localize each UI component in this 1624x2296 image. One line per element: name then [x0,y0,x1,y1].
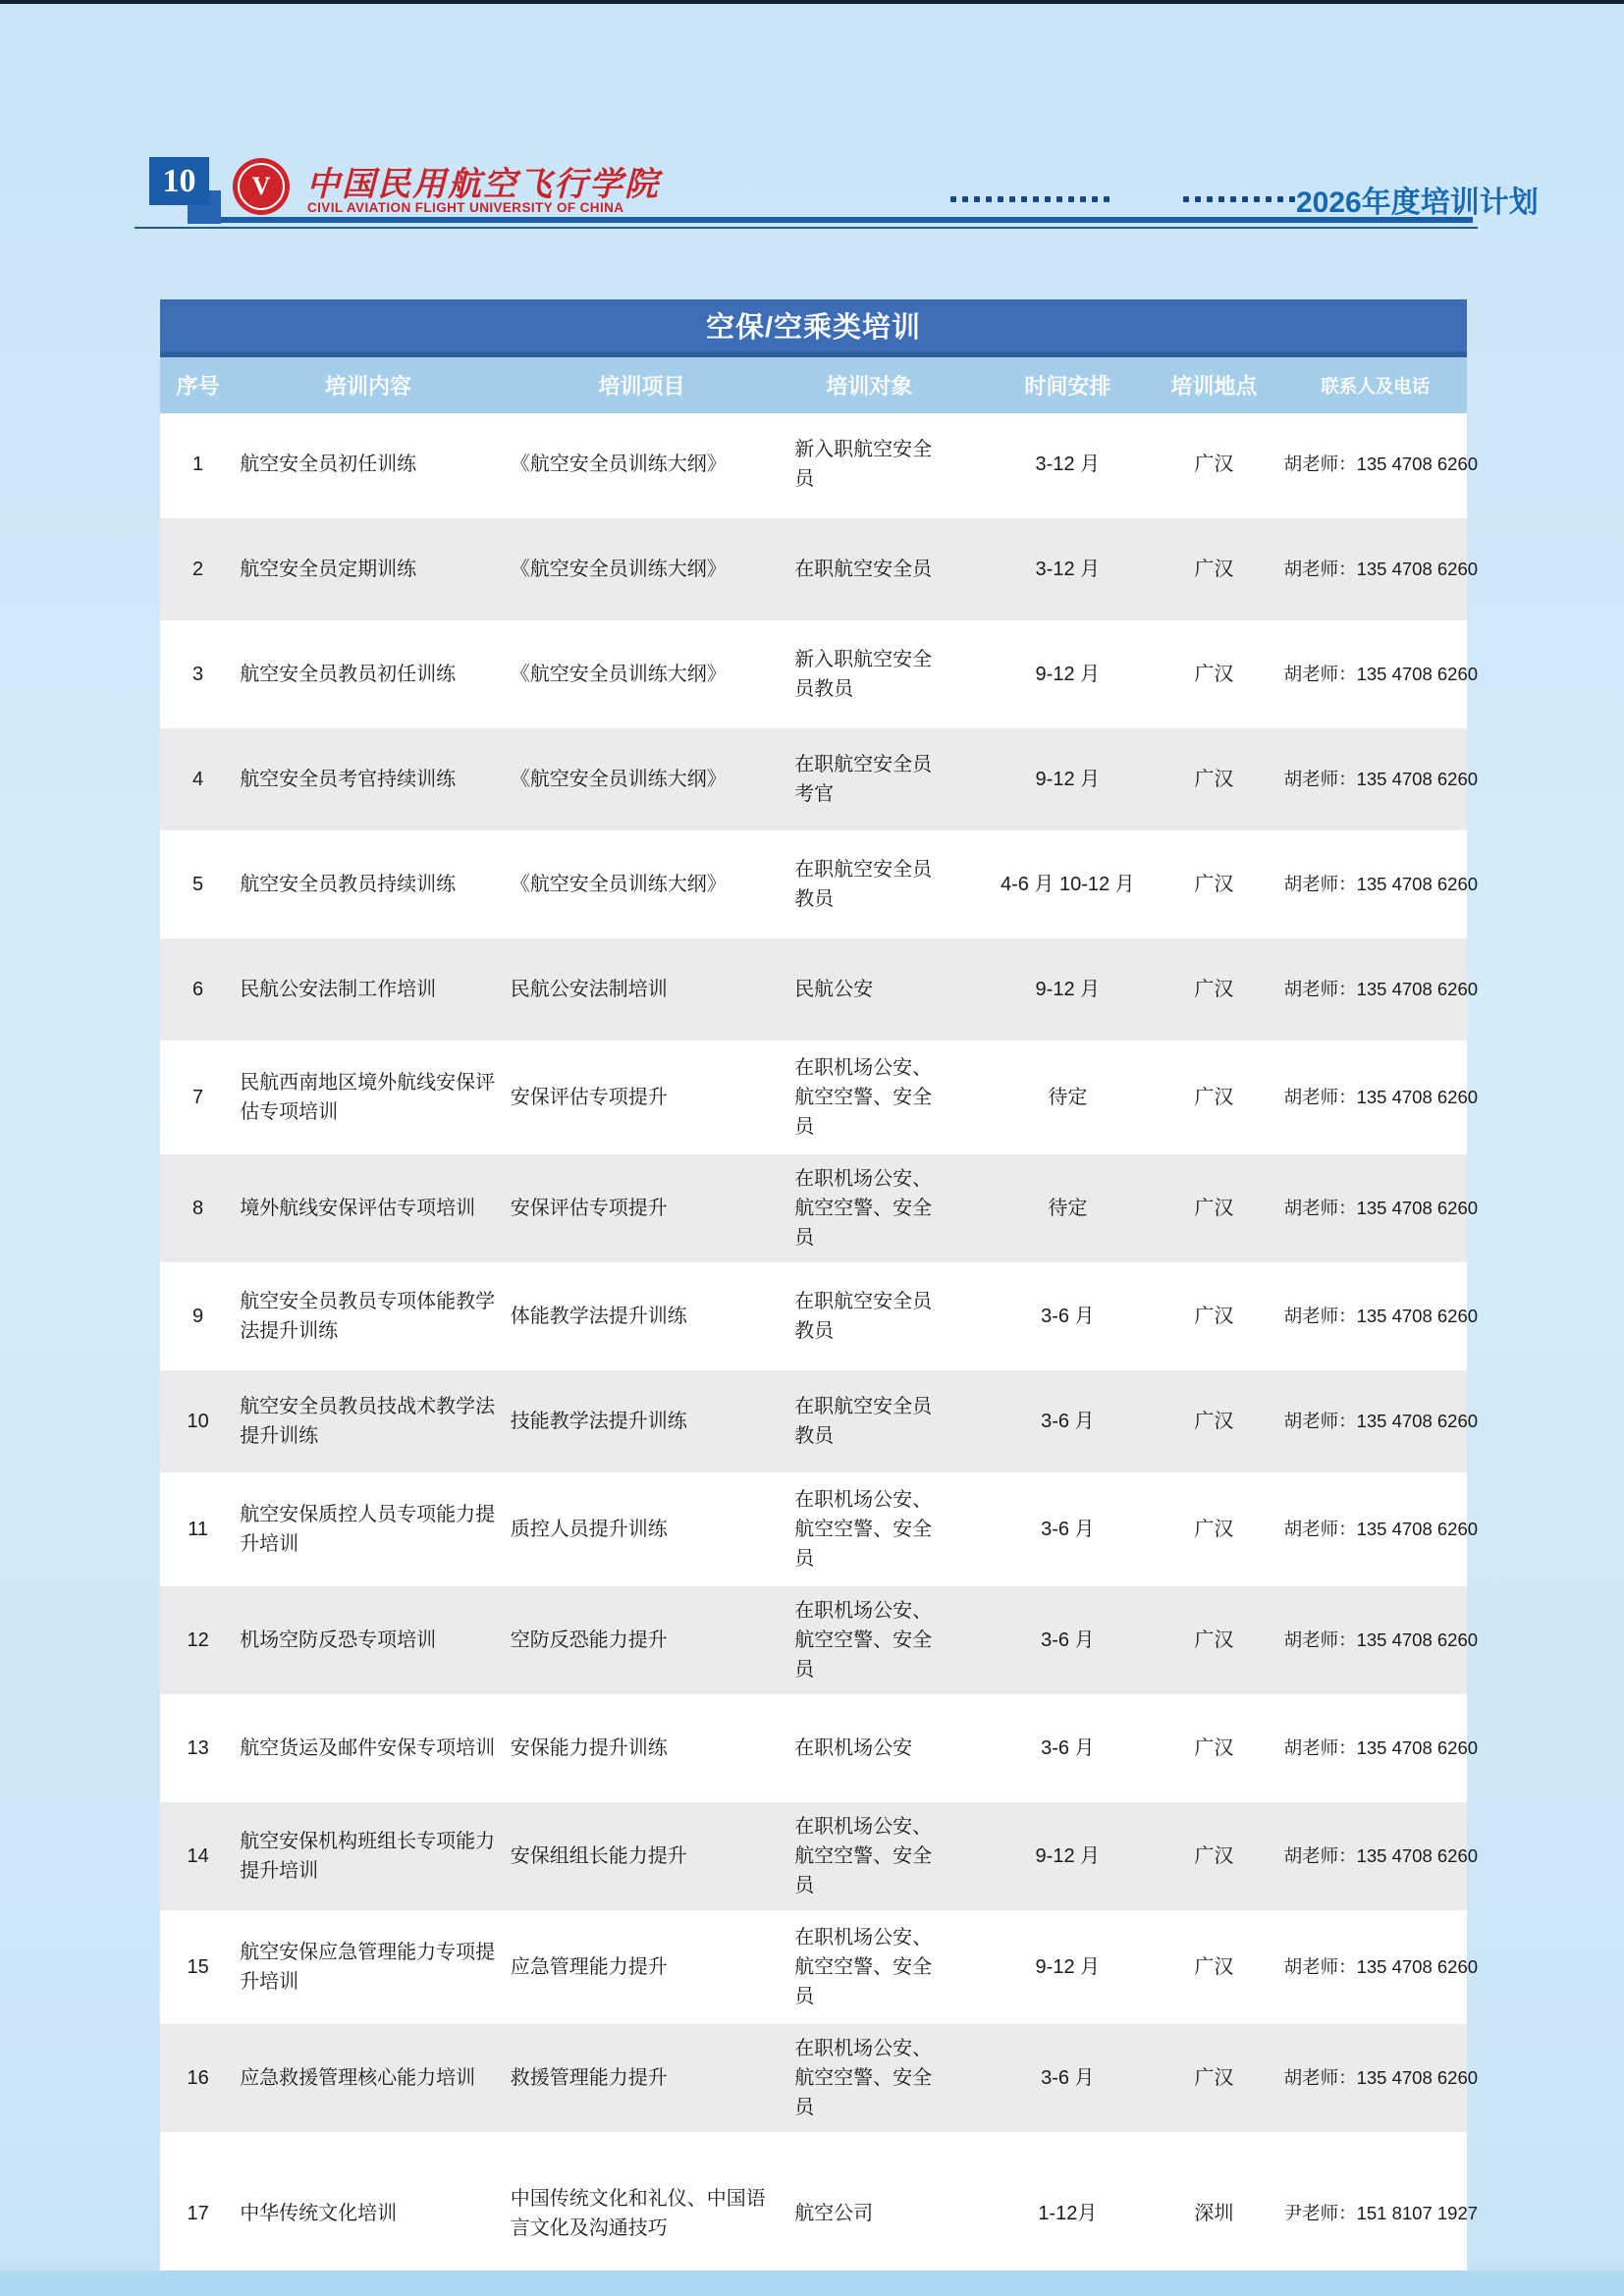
cell-project: 安保组组长能力提升 [510,1845,687,1867]
cell-location: 广汉 [1194,769,1234,790]
cell-project: 中国传统文化和礼仪、中国语言文化及沟通技巧 [510,2188,766,2239]
cell-contact: 胡老师：135 4708 6260 [1283,1519,1479,1539]
table-body [160,413,1479,2292]
table-row [160,833,1479,935]
cell-content: 航空安全员教员专项体能教学法提升训练 [240,1291,496,1342]
cell-contact: 胡老师：135 4708 6260 [1283,454,1479,474]
cell-project: 《航空安全员训练大纲》 [510,664,727,685]
cell-target: 在职航空安全员教员 [794,1396,933,1447]
cell-location: 广汉 [1194,1519,1234,1540]
cell-location: 广汉 [1194,1087,1234,1108]
cell-contact: 胡老师：135 4708 6260 [1283,1956,1479,1977]
cell-contact: 胡老师：135 4708 6260 [1283,1629,1479,1650]
table-row [160,1265,1479,1367]
cell-serial: 6 [192,979,204,1000]
cell-project: 民航公安法制培训 [510,979,668,1000]
cell-content: 航空安全员考官持续训练 [240,769,457,790]
cell-schedule: 3-6 月 [1041,1629,1095,1651]
table-row [160,2021,1479,2135]
column-header-contact: 联系人及电话 [1321,375,1431,397]
cell-target: 新入职航空安全员教员 [794,649,933,700]
table-row [160,1367,1479,1475]
cell-content: 中华传统文化培训 [240,2203,398,2224]
cell-project: 《航空安全员训练大纲》 [510,454,727,475]
cell-serial: 9 [192,1306,204,1327]
cell-project: 空防反恐能力提升 [510,1629,668,1651]
cell-target: 在职机场公安、航空空警、安全员 [794,1057,933,1138]
cell-location: 广汉 [1194,1845,1234,1867]
cell-schedule: 3-6 月 [1041,2067,1095,2089]
table-row [160,725,1479,833]
cell-contact: 尹老师：151 8107 1927 [1283,2203,1479,2223]
cell-contact: 胡老师：135 4708 6260 [1283,979,1479,999]
cell-serial: 16 [187,2067,209,2089]
header-rule-thin [135,227,1478,229]
cell-schedule: 待定 [1048,1087,1088,1108]
cell-schedule: 9-12 月 [1035,769,1101,790]
cell-contact: 胡老师：135 4708 6260 [1283,1306,1479,1326]
cell-project: 救援管理能力提升 [510,2067,668,2089]
table-row [160,1697,1479,1799]
cell-content: 航空安保质控人员专项能力提升培训 [240,1504,496,1555]
cell-target: 在职航空安全员 [794,559,933,580]
cell-serial: 15 [187,1956,209,1978]
cell-target: 民航公安 [794,979,874,1000]
training-table [160,299,1479,2292]
header-rule-thick [209,217,1473,223]
cell-serial: 2 [192,559,204,580]
cell-content: 航空安保应急管理能力专项提升培训 [240,1942,496,1993]
cell-target: 在职机场公安、航空空警、安全员 [794,1168,933,1249]
annual-plan-title: 2026年度培训计划 [1296,187,1539,219]
cell-serial: 10 [187,1411,209,1432]
cell-target: 在职机场公安、航空空警、安全员 [794,1489,933,1570]
column-header-serial: 序号 [176,374,220,399]
cell-serial: 1 [192,454,204,475]
cell-target: 航空公司 [794,2203,874,2224]
cell-schedule: 3-12 月 [1035,454,1101,475]
cell-project: 《航空安全员训练大纲》 [510,769,727,790]
top-edge-strip [0,0,1624,4]
cell-serial: 13 [187,1737,209,1759]
cell-location: 广汉 [1194,454,1234,475]
cell-content: 机场空防反恐专项培训 [240,1629,437,1651]
cell-schedule: 3-6 月 [1041,1737,1095,1759]
table-row [160,1043,1479,1151]
cell-location: 广汉 [1194,979,1234,1000]
cell-serial: 8 [192,1198,204,1219]
table-row [160,515,1479,623]
cell-serial: 17 [187,2203,209,2224]
cell-location: 广汉 [1194,664,1234,685]
cell-project: 安保能力提升训练 [510,1737,668,1759]
cell-content: 航空安全员教员持续训练 [240,874,457,895]
cell-target: 在职机场公安 [794,1737,913,1759]
cell-contact: 胡老师：135 4708 6260 [1283,1198,1479,1218]
cell-project: 体能教学法提升训练 [510,1306,687,1327]
cell-location: 广汉 [1194,1956,1234,1978]
cell-contact: 胡老师：135 4708 6260 [1283,1411,1479,1431]
cell-serial: 11 [188,1519,208,1540]
cell-content: 境外航线安保评估专项培训 [240,1198,476,1219]
cell-contact: 胡老师：135 4708 6260 [1283,664,1479,684]
cell-serial: 5 [192,874,204,895]
cell-serial: 3 [192,664,204,685]
table-row [160,1475,1479,1583]
column-header-target: 培训对象 [826,374,913,399]
cell-project: 《航空安全员训练大纲》 [510,874,727,895]
dots-separator-icon [950,195,1115,203]
cell-target: 在职机场公安、航空空警、安全员 [794,2038,933,2118]
cell-schedule: 9-12 月 [1035,979,1101,1000]
cell-serial: 14 [187,1845,209,1867]
cell-project: 《航空安全员训练大纲》 [510,559,727,580]
table-row [160,1913,1479,2021]
cell-serial: 7 [192,1087,204,1108]
cell-content: 航空安全员教员技战术教学法提升训练 [240,1396,496,1447]
table-row [160,1151,1479,1265]
cell-contact: 胡老师：135 4708 6260 [1283,1737,1479,1758]
cell-target: 在职机场公安、航空空警、安全员 [794,1927,933,2007]
cell-target: 新入职航空安全员 [794,439,933,490]
cell-location: 广汉 [1194,559,1234,580]
cell-content: 航空安全员教员初任训练 [240,664,457,685]
page-number-badge: 10 [149,157,209,205]
cell-serial: 4 [192,769,204,790]
cell-contact: 胡老师：135 4708 6260 [1283,769,1479,789]
cell-target: 在职航空安全员教员 [794,859,933,910]
logo-v-letter: V [251,172,271,200]
column-header-location: 培训地点 [1170,374,1258,399]
cell-location: 深圳 [1194,2203,1234,2224]
column-header-schedule: 时间安排 [1024,374,1111,399]
cell-serial: 12 [187,1629,209,1651]
column-header-row [160,357,1467,413]
cell-schedule: 3-12 月 [1035,559,1101,580]
cell-content: 民航公安法制工作培训 [240,979,437,1000]
table-row [160,1583,1479,1697]
cell-schedule: 3-6 月 [1041,1306,1095,1327]
cell-contact: 胡老师：135 4708 6260 [1283,1087,1479,1107]
column-header-project: 培训项目 [598,374,685,399]
cell-content: 航空安保机构班组长专项能力提升培训 [240,1831,496,1882]
cell-location: 广汉 [1194,1198,1234,1219]
brand-name-cn: 中国民用航空飞行学院 [306,167,660,203]
cell-location: 广汉 [1194,1629,1234,1651]
cell-contact: 胡老师：135 4708 6260 [1283,2067,1479,2088]
table-row [160,413,1479,515]
cell-target: 在职航空安全员教员 [794,1291,933,1342]
cell-schedule: 3-6 月 [1041,1411,1095,1432]
cell-location: 广汉 [1194,1306,1234,1327]
cell-location: 广汉 [1194,1411,1234,1432]
cell-contact: 胡老师：135 4708 6260 [1283,559,1479,579]
dots-separator-icon [1183,195,1301,203]
cell-project: 质控人员提升训练 [510,1519,668,1540]
cell-project: 应急管理能力提升 [510,1956,668,1978]
cell-content: 应急救援管理核心能力培训 [240,2067,476,2089]
cell-schedule: 9-12 月 [1035,1956,1101,1978]
cell-location: 广汉 [1194,1737,1234,1759]
cell-project: 技能教学法提升训练 [510,1411,687,1432]
table-row [160,1799,1479,1913]
cell-project: 安保评估专项提升 [510,1198,668,1219]
cell-target: 在职航空安全员考官 [794,754,933,805]
cell-location: 广汉 [1194,2067,1234,2089]
cell-content: 民航西南地区境外航线安保评估专项培训 [240,1072,496,1123]
cell-content: 航空安全员定期训练 [240,559,417,580]
cell-schedule: 3-6 月 [1041,1519,1095,1540]
cell-contact: 胡老师：135 4708 6260 [1283,1845,1479,1866]
table-row [160,2135,1479,2292]
cell-schedule: 9-12 月 [1035,664,1101,685]
brand-name-en: CIVIL AVIATION FLIGHT UNIVERSITY OF CHINA [307,200,624,215]
cell-contact: 胡老师：135 4708 6260 [1283,874,1479,894]
cell-location: 广汉 [1194,874,1234,895]
university-seal-icon [233,158,290,215]
column-header-content: 培训内容 [324,374,411,399]
cell-content: 航空货运及邮件安保专项培训 [240,1737,496,1759]
cell-project: 安保评估专项提升 [510,1087,668,1108]
table-row [160,935,1479,1043]
cell-schedule: 待定 [1048,1198,1088,1219]
cell-schedule: 4-6 月 10-12 月 [1000,874,1135,895]
cell-target: 在职机场公安、航空空警、安全员 [794,1600,933,1681]
bottom-edge-strip [0,2270,1624,2296]
table-row [160,623,1479,725]
cell-target: 在职机场公安、航空空警、安全员 [794,1816,933,1896]
cell-content: 航空安全员初任训练 [240,454,417,475]
cell-schedule: 1-12月 [1038,2203,1098,2224]
table-title: 空保/空乘类培训 [160,299,1467,351]
cell-schedule: 9-12 月 [1035,1845,1101,1867]
